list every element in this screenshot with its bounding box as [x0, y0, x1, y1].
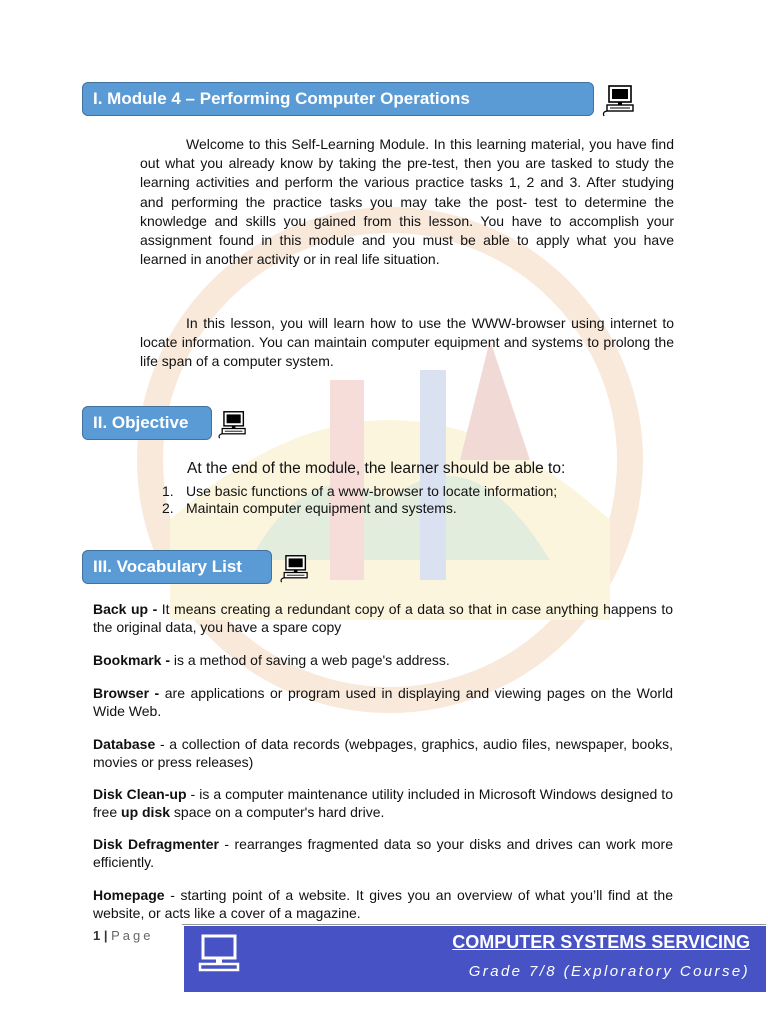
desktop-computer-icon: [216, 410, 246, 440]
list-item: 1. Use basic functions of a www-browser to locate information;: [162, 483, 558, 499]
vocab-entry-homepage: Homepage - starting point of a website. It gives you an overview of what you’ll find at the website, or acts like a cover of a magazine.: [93, 887, 673, 921]
desktop-computer-icon: [278, 554, 308, 584]
footer-banner: [184, 926, 766, 992]
footer-divider: [182, 924, 766, 925]
vocab-entry-disk-defragmenter: Disk Defragmenter - rearranges fragmented data so your disks and drives can work more efficiently.: [93, 836, 673, 870]
page-number: 1 | Page: [93, 928, 154, 943]
vocab-entry-backup: Back up - It means creating a redundant copy of a data so that in case anything happens to the original data, you have a spare copy: [93, 601, 673, 635]
desktop-computer-icon: [198, 934, 240, 974]
objective-lead: At the end of the module, the learner should be able to:: [187, 460, 566, 477]
course-title: COMPUTER SYSTEMS SERVICING: [452, 932, 750, 952]
objective-list: [162, 483, 557, 517]
vocab-entry-bookmark: Bookmark - is a method of saving a web page's address.: [93, 652, 450, 668]
intro-paragraph-2: In this lesson, you will learn how to use the WWW-browser using internet to locate information. You can maintain computer equipment and systems to prolong the life span of a computer system.: [140, 315, 674, 370]
vocab-entry-browser: Browser - are applications or program used in displaying and viewing pages on the World Wide Web.: [93, 685, 673, 719]
list-item: 2. Maintain computer equipment and systems.: [162, 500, 457, 516]
vocabulary-header: III. Vocabulary List: [82, 550, 272, 584]
desktop-computer-icon: [600, 84, 634, 118]
intro-paragraph-1: Welcome to this Self-Learning Module. In this learning material, you have find out what you already know by taking the pre-test, then you are tasked to study the learning activities and perform the various practice tasks 1, 2 and 3. After studying and performing the practice tasks you may take the post- test to determine the knowledge and skills you gained from this lesson. You have to accomplish your assignment found in this module and you must be able to apply what you have learned in another activity or in real life situation.: [140, 136, 674, 268]
vocab-entry-database: Database - a collection of data records (webpages, graphics, audio files, newspaper, books, movies or press releases): [93, 736, 673, 770]
module-title-header: I. Module 4 – Performing Computer Operations: [82, 82, 594, 116]
objective-header: II. Objective: [82, 406, 212, 440]
vocab-entry-disk-cleanup: Disk Clean-up - is a computer maintenance utility included in Microsoft Windows designed to free up disk space on a computer's hard drive.: [93, 786, 673, 820]
course-subtitle: Grade 7/8 (Exploratory Course): [468, 963, 750, 980]
